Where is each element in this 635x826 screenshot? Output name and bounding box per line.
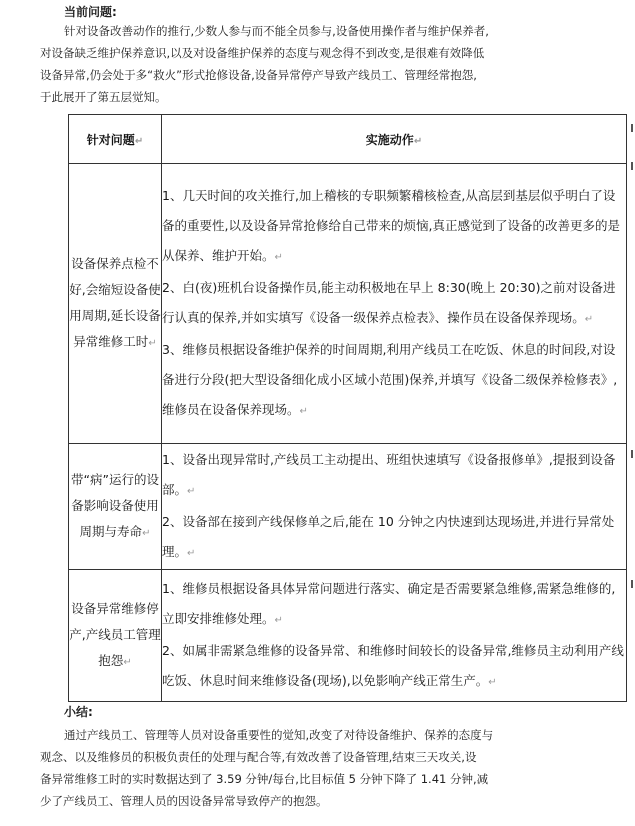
table-edge-marker — [631, 124, 633, 132]
action-text: 3、维修员根据设备维护保养的时间周期,利用产线员工在吃饭、休息的时间段,对设备进行分段(把大型设备细化成小区域小范围)保养,并填写《设备二级保养检修表》,维修员在设备保养现场。 — [162, 341, 618, 417]
summary-line: 通过产线员工、管理等人员对设备重要性的觉知,改变了对待设备维护、保养的态度与 — [64, 728, 494, 742]
issue-cell — [69, 164, 162, 444]
summary-line: 备异常维修工时的实时数据达到了 3.59 分钟/每台,比目标值 5 分钟下降了 1.41 分钟,减 — [40, 772, 489, 786]
issue-text: 设备保养点检不好,会缩短设备使用周期,延长设备异常维修工时 — [69, 255, 161, 349]
action-item — [162, 507, 626, 569]
intro-line: 针对设备改善动作的推行,少数人参与而不能全员参与,设备使用操作者与维护保养者, — [64, 24, 489, 38]
issue-cell — [69, 444, 162, 570]
table-row — [69, 164, 627, 444]
header-issue-cell — [69, 115, 162, 164]
paragraph-mark-icon: ↵ — [187, 485, 196, 497]
paragraph-mark-icon: ↵ — [413, 135, 423, 147]
action-cell — [162, 570, 627, 702]
summary-line: 观念、以及维修员的积极负责任的处理与配合等,有效改善了设备管理,结束三天攻关,设 — [40, 750, 477, 764]
table-row — [69, 444, 627, 570]
summary-heading: 小结: — [64, 705, 93, 719]
issue-text: 带“病”运行的设备影响设备使用周期与寿命 — [71, 471, 159, 539]
action-text: 1、设备出现异常时,产线员工主动提出、班组快速填写《设备报修单》,提报到设备部。 — [162, 451, 616, 497]
table-edge-marker — [631, 580, 633, 588]
current-issue-heading: 当前问题: — [64, 5, 117, 19]
header-action-cell — [162, 115, 627, 164]
intro-line: 对设备缺乏维护保养意识,以及对设备维护保养的态度与观念得不到改变,是很难有效降低 — [40, 46, 485, 60]
action-item — [162, 181, 626, 273]
paragraph-mark-icon: ↵ — [142, 527, 151, 539]
table-row — [69, 570, 627, 702]
table-edge-marker — [631, 162, 633, 170]
action-table — [68, 114, 627, 702]
table-header-row — [69, 115, 627, 164]
action-text: 1、几天时间的攻关推行,加上稽核的专职频繁稽核检查,从高层到基层似乎明白了设备的重要性,以及设备异常抢修给自己带来的烦恼,真正感觉到了设备的改善更多的是从保养、维护开始。 — [162, 187, 620, 263]
action-item — [162, 273, 626, 335]
paragraph-mark-icon: ↵ — [123, 656, 132, 668]
paragraph-mark-icon: ↵ — [274, 614, 283, 626]
issue-text: 设备异常维修停产,产线员工管理抱怨 — [69, 600, 161, 668]
action-item — [162, 335, 626, 427]
intro-paragraph — [40, 20, 489, 108]
paragraph-mark-icon: ↵ — [274, 251, 283, 263]
paragraph-mark-icon: ↵ — [148, 337, 157, 349]
action-item — [162, 636, 626, 698]
issue-cell — [69, 570, 162, 702]
intro-line: 于此展开了第五层觉知。 — [40, 90, 167, 104]
header-issue-label: 针对问题 — [86, 132, 135, 147]
summary-paragraph — [40, 724, 493, 812]
paragraph-mark-icon: ↵ — [187, 547, 196, 559]
action-text: 2、如属非需紧急维修的设备异常、和维修时间较长的设备异常,维修员主动利用产线吃饭、休息时间来维修设备(现场),以免影响产线正常生产。 — [162, 642, 624, 688]
paragraph-mark-icon: ↵ — [488, 676, 497, 688]
header-action-label: 实施动作 — [365, 132, 414, 147]
paragraph-mark-icon: ↵ — [584, 313, 594, 325]
paragraph-mark-icon: ↵ — [299, 405, 308, 417]
summary-line: 少了产线员工、管理人员的因设备异常导致停产的抱怨。 — [40, 794, 328, 808]
table-edge-marker — [631, 450, 633, 458]
action-cell — [162, 444, 627, 570]
action-item — [162, 445, 626, 507]
action-text: 2、白(夜)班机台设备操作员,能主动积极地在早上 8:30(晚上 20:30)之前对设备进行认真的保养,并如实填写《设备一级保养点检表》、操作员在设备保养现场。 — [162, 279, 616, 325]
action-item — [162, 574, 626, 636]
paragraph-mark-icon: ↵ — [134, 135, 144, 147]
action-text: 2、设备部在接到产线保修单之后,能在 10 分钟之内快速到达现场进,并进行异常处理。 — [162, 513, 615, 559]
intro-line: 设备异常,仍会处于多“救火”形式抢修设备,设备异常停产导致产线员工、管理经常抱怨, — [40, 68, 477, 82]
action-cell — [162, 164, 627, 444]
action-text: 1、维修员根据设备具体异常问题进行落实、确定是否需要紧急维修,需紧急维修的,立即安排维修处理。 — [162, 580, 616, 626]
